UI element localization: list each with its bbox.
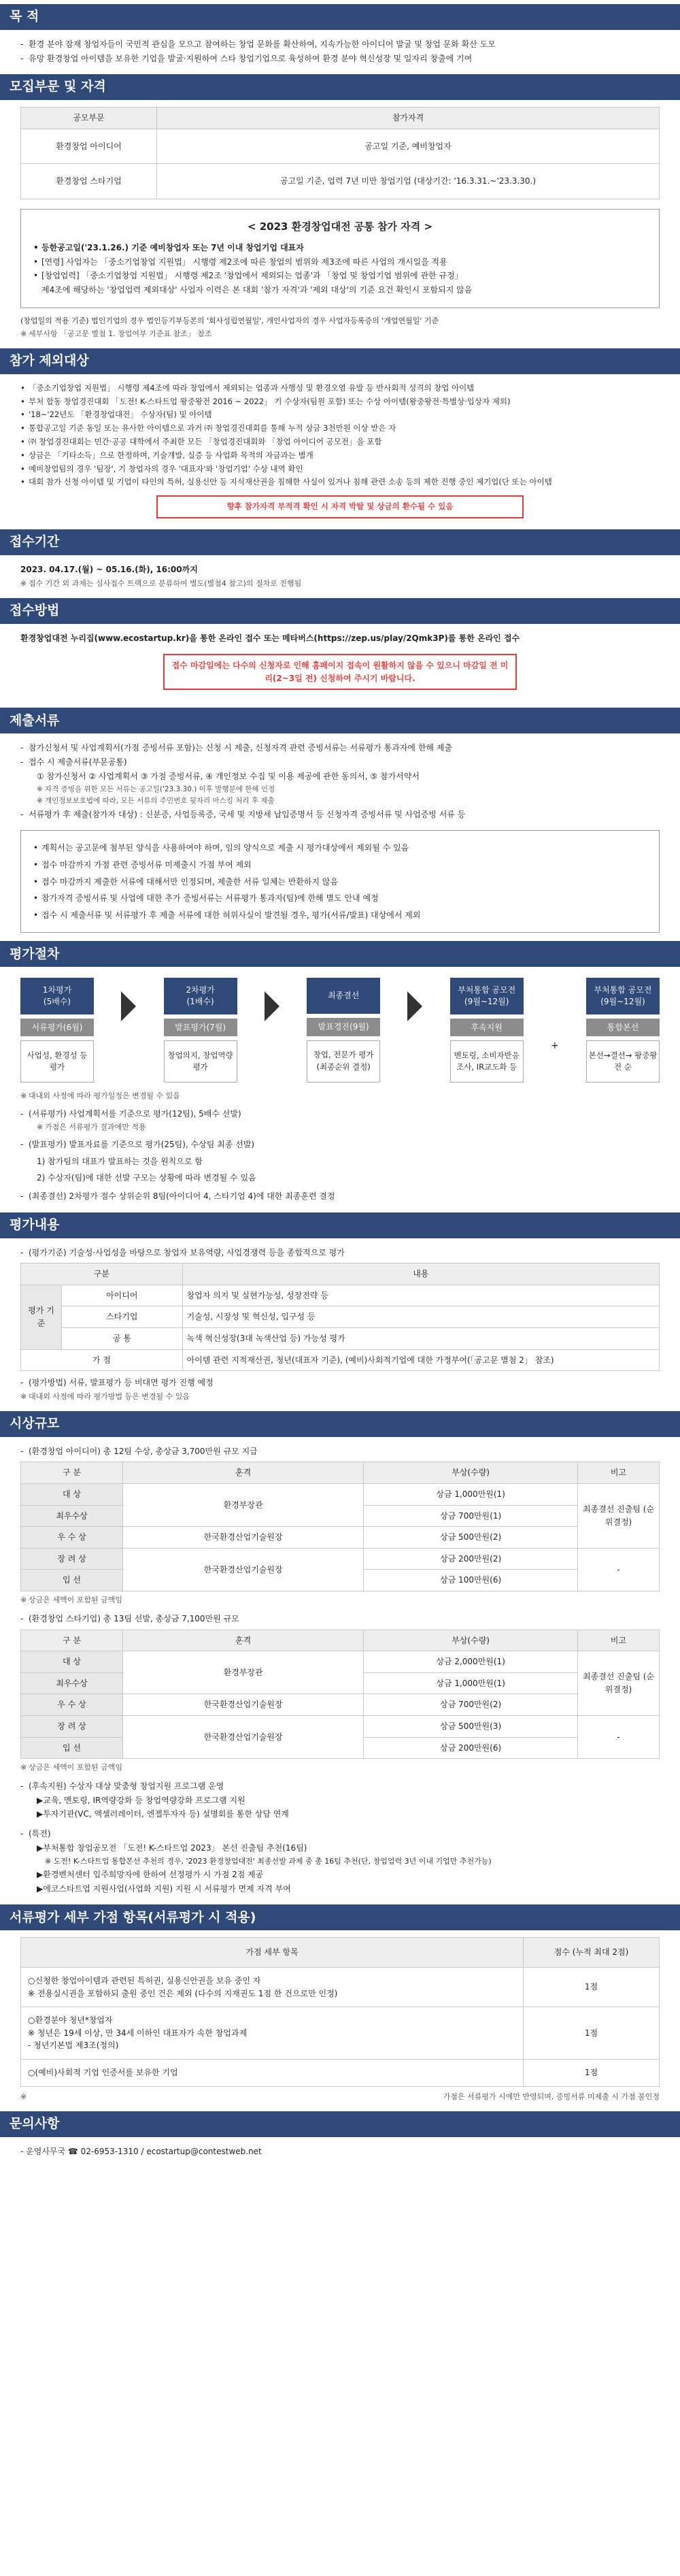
step-desc: 창업의지, 창업역량 평가: [164, 1040, 237, 1083]
exclusion-heading: 참가 제외대상: [0, 348, 680, 374]
prize-table-star: [20, 1630, 660, 1760]
bonus-table: [20, 1937, 660, 2086]
table-cell: 한국환경산업기술원장: [123, 1548, 364, 1591]
fields-heading: 모집부문 및 자격: [0, 74, 680, 100]
section-contact: [0, 2111, 680, 2164]
criteria-table: [20, 1263, 660, 1371]
table-cell: 상금 1,000만원(1): [364, 1483, 578, 1505]
table-cell: 한국환경산업기술원장: [123, 1715, 364, 1758]
table-header: 구 분: [21, 1630, 123, 1651]
step-sub: (1배수): [186, 997, 214, 1007]
eval-item: 2) 수상자(팀)에 대한 선발 구모는 상황에 따라 변경될 수 있음: [37, 1173, 256, 1183]
table-cell: 공고일 기준, 예비창업자: [157, 129, 660, 164]
criteria-note: ※ 대내외 사정에 따라 평가방법 등은 변경될 수 있음: [20, 1391, 660, 1402]
support-item: ▶투자기관(VC, 액셀러레이터, 엔젤투자자 등) 설명회를 통한 상담 연계: [37, 1809, 289, 1819]
bonus-note: ※ 가점은 서류평가 시에만 반영되며, 증빙서류 미제출 시 가점 불인정: [20, 2091, 660, 2102]
fields-table: [20, 107, 660, 199]
step-title: 부처통합 공모전: [458, 985, 516, 995]
table-cell: ○(예비)사회적 기업 인증서를 보유한 기업: [21, 2059, 524, 2086]
docs-note: ※ 개인정보보호법에 따라, 모든 서류의 주민번호 뒷자리 마스킹 처리 후 제출: [37, 795, 660, 806]
table-header: 구분: [21, 1264, 183, 1285]
period-heading: 접수기간: [0, 529, 680, 555]
table-cell: 최우수상: [21, 1672, 123, 1694]
table-header: 비고: [578, 1462, 660, 1484]
prize-t1-title: - (환경창업 아이디어) 총 12팀 수상, 총상금 3,700만원 규모 지급: [20, 1445, 660, 1458]
prize-foot: ※ 상금은 세액이 포함된 금액임: [20, 1762, 660, 1773]
period-text: 2023. 04.17.(월) ~ 05.16.(화), 16:00까지: [20, 565, 198, 574]
table-cell: 기술성, 시장성 및 혁신성, 입구성 등: [182, 1306, 659, 1328]
exclusion-item: • '18~'22년도 「환경창업대전」 수상자(팀) 및 아이템: [20, 409, 660, 421]
section-period: [0, 529, 680, 594]
table-cell: 장 려 상: [21, 1715, 123, 1737]
arrow-icon: [407, 991, 422, 1021]
eval-item: - (발표평가) 발표자료를 기준으로 평가(25팀), 수상팀 최종 선발): [20, 1138, 660, 1151]
table-cell: 아이디어: [62, 1285, 183, 1306]
notice-item: • 참가자격 증빙서류 및 사업에 대한 추가 증빙서류는 서류평가 통과자(팀)에 한해 별도 안내 예정: [33, 892, 647, 905]
eval-item: - (서류평가) 사업계획서를 기준으로 평가(12팀), 5배수 선발): [20, 1108, 660, 1121]
prize-heading: 시상규모: [0, 1411, 680, 1437]
fields-note: ※ 세부사항 「공고문 별첨 1. 창업여부 기준표 참조」 참조: [20, 328, 660, 340]
table-header: 부상(수량): [364, 1630, 578, 1651]
table-cell: 한국환경산업기술원장: [123, 1694, 364, 1716]
table-cell: 상금 500만원(2): [364, 1527, 578, 1549]
flow-step: [586, 978, 660, 1083]
common-item: • [창업업력] 「중소기업창업 지원법」 시행령 제2조 '창업에서 제외되는 업종'과 「창업 및 창업기업 범위에 관한 규정」: [33, 269, 647, 282]
step-sub: (5배수): [43, 997, 71, 1007]
exclusion-item: • 상금은 「기타소득」으로 한정하며, 기술개발, 실증 등 사업화 목적의 자금과는 별개: [20, 450, 660, 462]
table-cell: 입 선: [21, 1570, 123, 1591]
purpose-heading: 목 적: [0, 4, 680, 30]
table-cell: 1점: [524, 2059, 660, 2086]
step-sub: (9월~12월): [464, 997, 509, 1007]
flow-step: [307, 978, 380, 1082]
eval-note: ※ 대내외 사정에 따라 평가일정은 변경될 수 있음: [20, 1090, 660, 1102]
table-header: 가점 세부 항목: [21, 1938, 524, 1968]
table-cell: 평가 기준: [21, 1285, 62, 1349]
table-header: 훈격: [123, 1630, 364, 1651]
table-row: [21, 164, 660, 199]
table-cell: 우 수 상: [21, 1527, 123, 1549]
table-cell: ○환경분야 청년*창업자 ※ 청년은 19세 이상, 만 34세 이하인 대표자가 속한 창업과제 - 청년기본법 제3조(정의): [21, 2007, 524, 2060]
flow-step: [450, 978, 524, 1083]
table-row: [21, 1715, 660, 1737]
docs-item: - 서류평가 후 제출(참가자 대상) : 신분증, 사업등록증, 국세 및 지방세 납입증명서 등 신청자격 증빙서류 및 사업증빙 서류 등: [20, 808, 660, 821]
notice-item: • 계획서는 공고문에 첨부된 양식을 사용하여야 하며, 임의 양식으로 제출 시 평가대상에서 제외될 수 있음: [33, 842, 647, 855]
table-cell: 최우수상: [21, 1505, 123, 1527]
table-cell: 상금 2,000만원(1): [364, 1651, 578, 1673]
method-warning: 접수 마감일에는 다수의 신청자로 인해 홈페이지 접속이 원활하지 않을 수 있으니 마감일 전 미리(2~3일 전) 신청하여 주시기 바랍니다.: [163, 654, 517, 690]
notice-item: • 접수 마감까지 가점 관련 증빙서류 미제출시 가점 부여 제외: [33, 859, 647, 872]
docs-item: - 접수 시 제출서류(부문공통): [20, 756, 660, 769]
exclusion-item: • 대회 참가 신청 아이템 및 기업이 타인의 특허, 실용신안 등 지식재산권을 침해한 사실이 있거나 침해 관련 소송 등의 제한 진행 중인 제기업(단 또는 아이템: [20, 476, 660, 489]
purpose-item: - 환경 분야 잠재 창업자들이 국민적 관심을 모으고 참여하는 창업 문화를 확산하여, 지속가능한 아이디어 발굴 및 창업 문화 확산 도모: [20, 38, 660, 51]
table-cell: 우 수 상: [21, 1694, 123, 1716]
table-cell: 환경창업 스타기업: [21, 164, 157, 199]
section-docs: [0, 708, 680, 937]
prize-table-idea: [20, 1462, 660, 1591]
section-method: [0, 598, 680, 704]
table-cell: 공 통: [62, 1327, 183, 1349]
step-title: 부처통합 공모전: [594, 985, 652, 995]
table-cell: 공고일 기준, 업력 7년 미만 창업기업 (대상기간: '16.3.31.~'23.3.30.): [157, 164, 660, 199]
section-eval: [0, 941, 680, 1208]
special-item: ▶환경벤처센터 입주희망자에 한하여 선정평가 시 가점 2점 제공: [37, 1870, 264, 1880]
criteria-intro: - (평가기준) 기술성·사업성을 바탕으로 창업자 보유역량, 사업경쟁력 등을 종합적으로 평가: [20, 1246, 660, 1259]
table-cell: 최종결선 진출팀 (순위결정): [578, 1651, 660, 1716]
flow-step: [20, 978, 94, 1083]
table-row: [21, 1327, 660, 1349]
table-row: [21, 1967, 660, 2007]
exclusion-item: • 통합공고일 기준 동일 또는 유사한 아이템으로 과거 ㈜ 창업경진대회를 통해 누적 상금 3천만원 이상 받은 자: [20, 423, 660, 435]
special-item: ▶에코스타트업 지원사업(사업화 지원) 지원 시 서류평가 면제 자격 부여: [37, 1883, 291, 1894]
table-cell: 1점: [524, 2007, 660, 2060]
prize-t2-title: - (환경창업 스타기업) 총 13팀 선발, 총상금 7,100만원 규모: [20, 1613, 660, 1625]
eval-item: 1) 참가팀의 대표가 발표하는 것을 원칙으로 함: [37, 1156, 203, 1166]
section-prize: [0, 1411, 680, 1901]
table-header: 내용: [182, 1264, 659, 1285]
method-heading: 접수방법: [0, 598, 680, 624]
table-header: 점수 (누적 최대 2점): [524, 1938, 660, 1968]
exclusion-item: • 예비창업팀의 경우 '팀장', 기 창업자의 경우 '대표자'와 '창업기업' 수상 내역 확인: [20, 463, 660, 476]
table-row: [21, 1527, 660, 1549]
table-cell: 환경창업 아이디어: [21, 129, 157, 164]
step-sub: (9월~12월): [600, 997, 645, 1007]
table-cell: 상금 200만원(6): [364, 1737, 578, 1759]
table-cell: 환경부장관: [123, 1483, 364, 1526]
exclusion-item: • 「중소기업창업 지원법」 시행령 제4조에 따라 창업에서 제외되는 업종과 사행성 및 환경오염 유발 등 반사회적 성격의 창업 아이템: [20, 382, 660, 395]
step-desc: 멘토링, 소비자반응조사, IR교도화 등: [450, 1040, 524, 1083]
step-title: 1차평가: [42, 985, 72, 995]
table-cell: -: [578, 1715, 660, 1758]
method-text: 환경창업대전 누리집(www.ecostartup.kr)을 통한 온라인 접수 또는 메타버스(https://zep.us/play/2Qmk3P)를 통한 온라인 접수: [20, 633, 520, 643]
step-title: 최종결선: [327, 991, 360, 1001]
bonus-heading: 서류평가 세부 가점 항목(서류평가 시 적용): [0, 1904, 680, 1930]
table-header: 부상(수량): [364, 1462, 578, 1484]
table-cell: 스타기업: [62, 1306, 183, 1328]
plus-sign: +: [550, 1040, 559, 1052]
table-row: [21, 1651, 660, 1673]
exclusion-warning: 향후 참가자격 부적격 확인 시 자격 박탈 및 상금의 환수될 수 있음: [156, 495, 524, 518]
step-stage: 통합본선: [586, 1019, 660, 1037]
eval-flow: [0, 967, 680, 1089]
section-fields: [0, 74, 680, 344]
common-title: < 2023 환경창업대전 공통 참가 자격 >: [247, 220, 433, 233]
period-note: ※ 접수 기간 외 과제는 심사접수 트랙으로 분류하여 별도(별첨4 참고)의 절차로 진행됨: [20, 578, 660, 589]
table-row: [21, 1483, 660, 1505]
section-criteria: [0, 1212, 680, 1407]
table-row: [21, 129, 660, 164]
notice-item: • 접수 시 제출서류 및 서류평가 후 제출 서류에 대한 허위사실이 발견될 경우, 평가(서류/발표) 대상에서 제외: [33, 909, 647, 922]
fields-note: (창업일의 적용 기준) 법인기업의 경우 법인등기부등본의 '회사성립연월일', 개인사업자의 경우 사업자등록증의 '개업연월일' 기준: [20, 316, 439, 325]
docs-note: ※ 자격 증빙을 위한 모든 서류는 공고일('23.3.30.) 이후 발행분에 한해 인정: [37, 784, 660, 795]
purpose-item: - 유망 환경창업 아이템을 보유한 기업을 발굴·지원하여 스타 창업기업으로 육성하여 환경 분야 혁신성장 및 일자리 창출에 기여: [20, 52, 660, 65]
contact-heading: 문의사항: [0, 2111, 680, 2137]
step-desc: 사업성, 환경성 등 평가: [20, 1040, 94, 1083]
eval-item: ※ 가점은 서류평가 결과에만 적용: [37, 1121, 660, 1133]
table-cell: 한국환경산업기술원장: [123, 1527, 364, 1549]
criteria-heading: 평가내용: [0, 1212, 680, 1238]
table-cell: -: [578, 1548, 660, 1591]
exclusion-item: • ㈜ 창업경진대회는 민간·공공 대학에서 주최한 모든 「창업경진대회와 「창업 아이디어 공모전」을 포함: [20, 436, 660, 448]
table-header: 비고: [578, 1630, 660, 1651]
table-header: 구 분: [21, 1462, 123, 1484]
step-stage: 발표경진(9월): [307, 1018, 380, 1036]
table-cell: 상금 100만원(6): [364, 1570, 578, 1591]
step-stage: 후속지원: [450, 1019, 524, 1037]
special-title: - (특전): [20, 1828, 660, 1840]
table-row: [21, 2059, 660, 2086]
exclusion-item: • 부처 합동 창업경진대회 「도전! K-스타트업 왕중왕전 2016 ~ 2022」 기 수상자(팀원 포함) 또는 수상 아이템(왕중왕전·특별상·입상자 제외): [20, 396, 660, 408]
common-eligibility-box: [20, 209, 660, 308]
table-header: 참가자격: [157, 108, 660, 129]
table-header: 공모부문: [21, 108, 157, 129]
common-item: • [연령] 사업자는 「중소기업창업 지원법」 시행령 제2조에 따른 창업의 범위와 제3조에 따른 사업의 개시일을 적용: [33, 256, 647, 269]
special-item: ▶부처통합 창업공모전 「도전! K-스타트업 2023」 본선 진출팀 추천(16팀): [37, 1843, 307, 1853]
docs-heading: 제출서류: [0, 708, 680, 733]
common-item: • 등한공고일('23.1.26.) 기준 예비창업자 또는 7년 이내 창업기업 대표자: [33, 242, 647, 254]
table-row: [21, 1306, 660, 1328]
table-cell: 1점: [524, 1967, 660, 2007]
eval-item: - (최종결선) 2차평가 점수 상위순위 8팀(아이디어 4, 스타기업 4)에 대한 최종훈련 결정: [20, 1190, 660, 1203]
section-exclusion: [0, 348, 680, 525]
support-item: ▶교육, 멘토링, IR역량강화 등 창업역량강화 프로그램 지원: [37, 1795, 245, 1805]
step-title: 2차평가: [186, 985, 215, 995]
table-cell: 대 상: [21, 1651, 123, 1673]
table-cell: 창업자 의지 및 실현가능성, 성장전략 등: [182, 1285, 659, 1306]
docs-sub: ① 참가신청서 ② 사업계획서 ③ 가점 증빙서류, ④ 개인정보 수집 및 이용 제공에 관한 동의서, ⑤ 참가서약서: [37, 771, 420, 781]
table-cell: 입 선: [21, 1737, 123, 1759]
support-title: - (후속지원) 수상자 대상 맞춤형 창업지원 프로그램 운영: [20, 1780, 660, 1793]
table-cell: 최종결선 진출팀 (순위결정): [578, 1483, 660, 1548]
contact-office: - 운영사무국 ☎ 02-6953-1310 / ecostartup@contestweb.net: [20, 2146, 262, 2156]
table-cell: ○신청한 창업아이템과 관련된 특허권, 실용신안권을 보유 중인 자 ※ 전용실시권을 포함하되 출원 중인 건은 제외 (다수의 지재권도 1점 한 건으로만 인정): [21, 1967, 524, 2007]
flow-step: [164, 978, 237, 1083]
notice-item: • 접수 마감까지 제출한 서류에 대해서만 인정되며, 제출한 서류 일체는 반환하지 않음: [33, 876, 647, 889]
table-row: [21, 1548, 660, 1570]
special-item: ※ 도전! K-스타트업 통합본선 추천의 경우, '2023 환경창업대전' 최종선발 과제 중 총 16팀 추천(단, 창업업력 3년 이내 기업만 추천가능): [45, 1857, 492, 1866]
table-header: 훈격: [123, 1462, 364, 1484]
table-row: [21, 1694, 660, 1716]
table-cell: 상금 700만원(2): [364, 1694, 578, 1716]
table-row: [21, 1349, 660, 1371]
docs-notice-box: [20, 830, 660, 933]
table-cell: 가 점: [21, 1349, 183, 1371]
table-row: [21, 2007, 660, 2060]
table-cell: 녹색 혁신성장(3대 녹색산업 등) 가능성 평가: [182, 1327, 659, 1349]
table-cell: 아이템 관련 지적재산권, 청년(대표자 기준), (예비)사회적기업에 대한 가정부여(「공고문 별첨 2」 참조): [182, 1349, 659, 1371]
section-bonus: [0, 1904, 680, 2107]
arrow-icon: [121, 991, 136, 1021]
section-purpose: [0, 4, 680, 70]
table-cell: 상금 500만원(3): [364, 1715, 578, 1737]
step-desc: 창업, 전문가 평가 (최종순위 결정): [307, 1040, 380, 1083]
table-cell: 상금 200만원(2): [364, 1548, 578, 1570]
table-cell: 상금 1,000만원(1): [364, 1672, 578, 1694]
common-sub: 제4조에 해당하는 '창업업력 제외대상' 사업자 이력은 본 대회 '참가 자격'과 '제외 대상'의 기준 요건 확인시 포함되지 않음: [41, 285, 473, 295]
step-desc: 본선→결선→ 왕중왕전 순: [586, 1040, 660, 1083]
table-cell: 상금 700만원(1): [364, 1505, 578, 1527]
table-cell: 환경부장관: [123, 1651, 364, 1694]
arrow-icon: [265, 991, 279, 1021]
criteria-after: - (평가방법) 서류, 발표평가 등 비대면 평가 진행 예정: [20, 1376, 660, 1389]
eval-heading: 평가절차: [0, 941, 680, 967]
prize-foot: ※ 상금은 세액이 포함된 금액임: [20, 1594, 660, 1606]
docs-item: - 참가신청서 및 사업계획서(가점 증빙서류 포함)는 신청 시 제출, 신청자격 관련 증빙서류는 서류평가 통과자에 한해 제출: [20, 742, 660, 755]
table-cell: 대 상: [21, 1483, 123, 1505]
table-cell: 장 려 상: [21, 1548, 123, 1570]
step-stage: 발표평가(7월): [164, 1019, 237, 1037]
step-stage: 서류평가(6월): [20, 1019, 94, 1037]
table-row: [21, 1285, 660, 1306]
